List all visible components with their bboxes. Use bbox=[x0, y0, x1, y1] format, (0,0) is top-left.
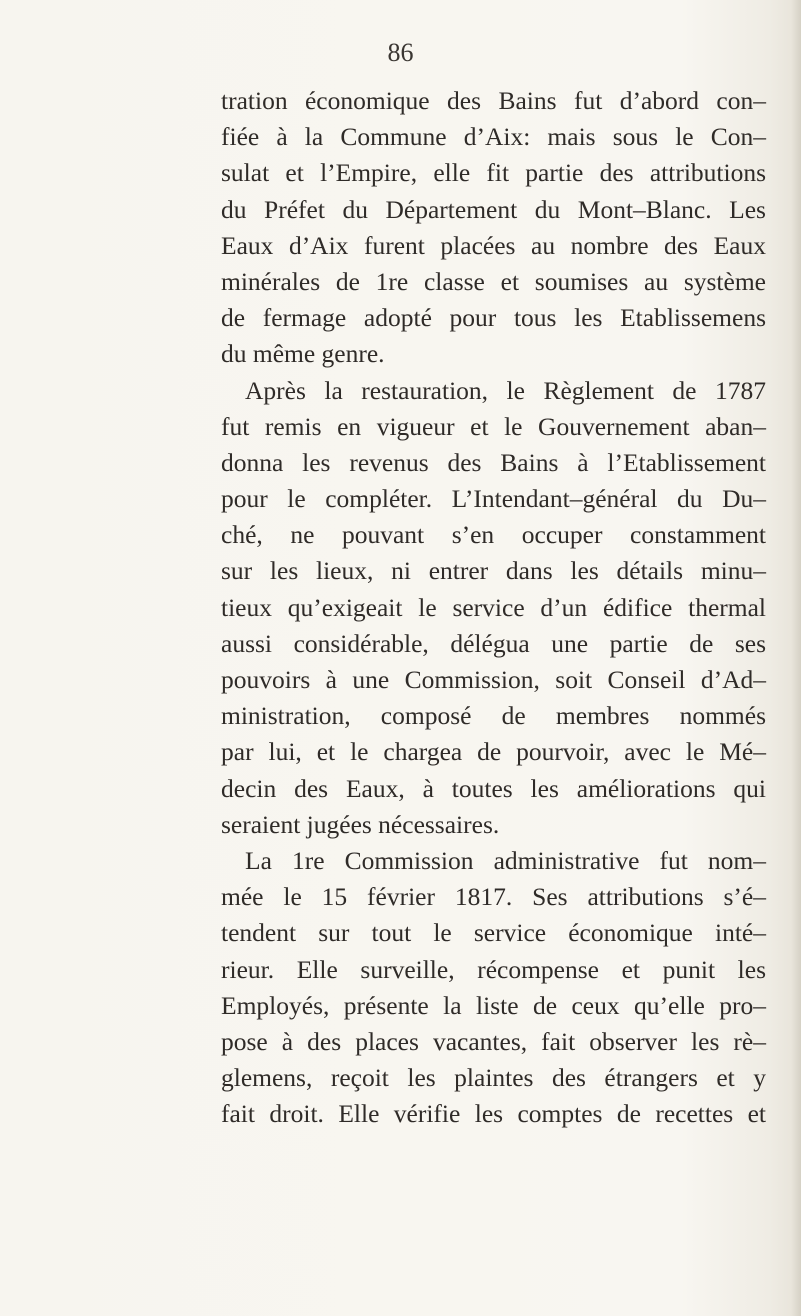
text-line: fait droit. Elle vérifie les comptes de recettes et bbox=[221, 1099, 766, 1129]
text-line: pouvoirs à une Commission, soit Conseil d’Ad– bbox=[221, 665, 766, 694]
text-line: sulat et l’Empire, elle fit partie des attributions bbox=[221, 158, 766, 188]
text-line: du même genre. bbox=[221, 339, 385, 369]
text-line: minérales de 1re classe et soumises au système bbox=[221, 266, 766, 296]
page-number: 86 bbox=[387, 38, 414, 67]
text-line: tieux qu’exigeait le service d’un édifice thermal bbox=[221, 592, 766, 622]
text-line: par lui, et le chargea de pourvoir, avec le Mé– bbox=[221, 737, 766, 767]
text-line: ché, ne pouvant s’en occuper constamment bbox=[221, 520, 766, 550]
page-edge-shadow bbox=[791, 0, 801, 1316]
text-line: fiée à la Commune d’Aix: mais sous le Con– bbox=[221, 122, 766, 152]
text-line: du Préfet du Département du Mont–Blanc. Les bbox=[221, 194, 766, 224]
text-line: fut remis en vigueur et le Gouvernement aban– bbox=[221, 411, 766, 441]
text-line: seraient jugées nécessaires. bbox=[221, 809, 500, 839]
text-line: ministration, composé de membres nommés bbox=[221, 701, 766, 731]
text-line: sur les lieux, ni entrer dans les détails minu– bbox=[221, 556, 766, 586]
text-line: de fermage adopté pour tous les Etablissemens bbox=[221, 303, 766, 333]
body-text bbox=[221, 83, 766, 1132]
text-line: pose à des places vacantes, fait observer les rè– bbox=[221, 1026, 766, 1056]
text-line: rieur. Elle surveille, récompense et punit les bbox=[221, 954, 766, 984]
text-line: Eaux d’Aix furent placées au nombre des Eaux bbox=[221, 230, 766, 260]
text-line: decin des Eaux, à toutes les améliorations qui bbox=[221, 773, 766, 803]
text-line: mée le 15 février 1817. Ses attributions s’é– bbox=[221, 882, 766, 912]
text-line: aussi considérable, délégua une partie de ses bbox=[221, 628, 766, 658]
text-line: tendent sur tout le service économique inté– bbox=[221, 918, 766, 948]
text-line: Employés, présente la liste de ceux qu’elle pro– bbox=[221, 990, 766, 1020]
text-line: pour le compléter. L’Intendant–général du Du– bbox=[221, 484, 766, 514]
text-line: Après la restauration, le Règlement de 1787 bbox=[245, 375, 766, 405]
text-line: La 1re Commission administrative fut nom– bbox=[245, 845, 766, 875]
text-line: tration économique des Bains fut d’abord con– bbox=[221, 86, 766, 115]
text-line: glemens, reçoit les plaintes des étrangers et y bbox=[221, 1063, 766, 1093]
text-line: donna les revenus des Bains à l’Etablissement bbox=[221, 447, 766, 477]
